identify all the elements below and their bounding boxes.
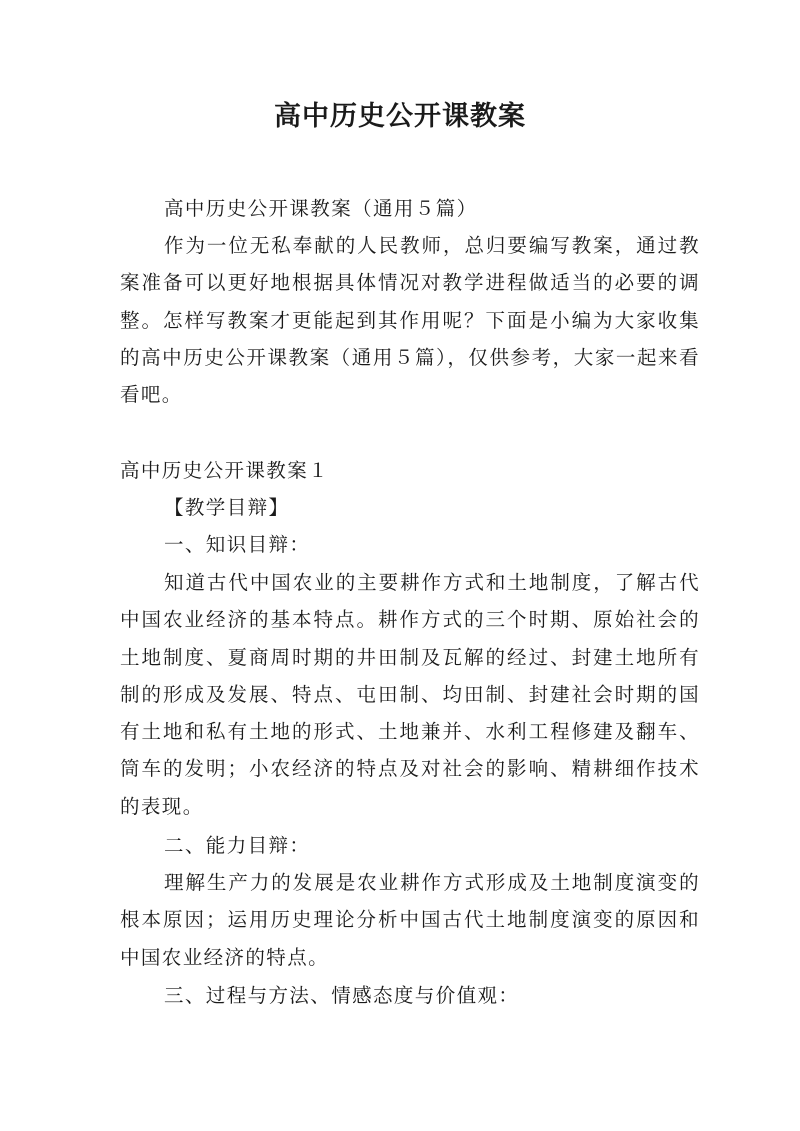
intro-paragraph: 作为一位无私奉献的人民教师，总归要编写教案，通过教案准备可以更好地根据具体情况对教学进程做适当的必要的调整。怎样写教案才更能起到其作用呢？下面是小编为大家收集的高中历史公开课教案（通用５篇），仅供参考，大家一起来看看吧。	[120, 234, 700, 407]
objectives-heading: 【教学目辩】	[164, 496, 290, 519]
knowledge-objective-heading: 一、知识目辩：	[164, 533, 311, 556]
section-heading-1: 高中历史公开课教案１	[120, 459, 330, 482]
ability-objective-heading: 二、能力目辩：	[164, 834, 311, 857]
document-title: 高中历史公开课教案	[274, 101, 526, 132]
knowledge-objective-text: 知道古代中国农业的主要耕作方式和土地制度，了解古代中国农业经济的基本特点。耕作方式的三个时期、原始社会的土地制度、夏商周时期的井田制及瓦解的经过、封建土地所有制的形成及发展、特点、屯田制、均田制、封建社会时期的国有土地和私有土地的形式、土地兼并、水利工程修建及翻车、筒车的发明；小农经济的特点及对社会的影响、精耕细作技术的表现。	[120, 571, 700, 818]
ability-objective-text: 理解生产力的发展是农业耕作方式形成及土地制度演变的根本原因；运用历史理论分析中国古代土地制度演变的原因和中国农业经济的特点。	[120, 871, 700, 969]
process-objective-heading: 三、过程与方法、情感态度与价值观：	[164, 984, 520, 1007]
document-subtitle: 高中历史公开课教案（通用５篇）	[164, 197, 478, 220]
